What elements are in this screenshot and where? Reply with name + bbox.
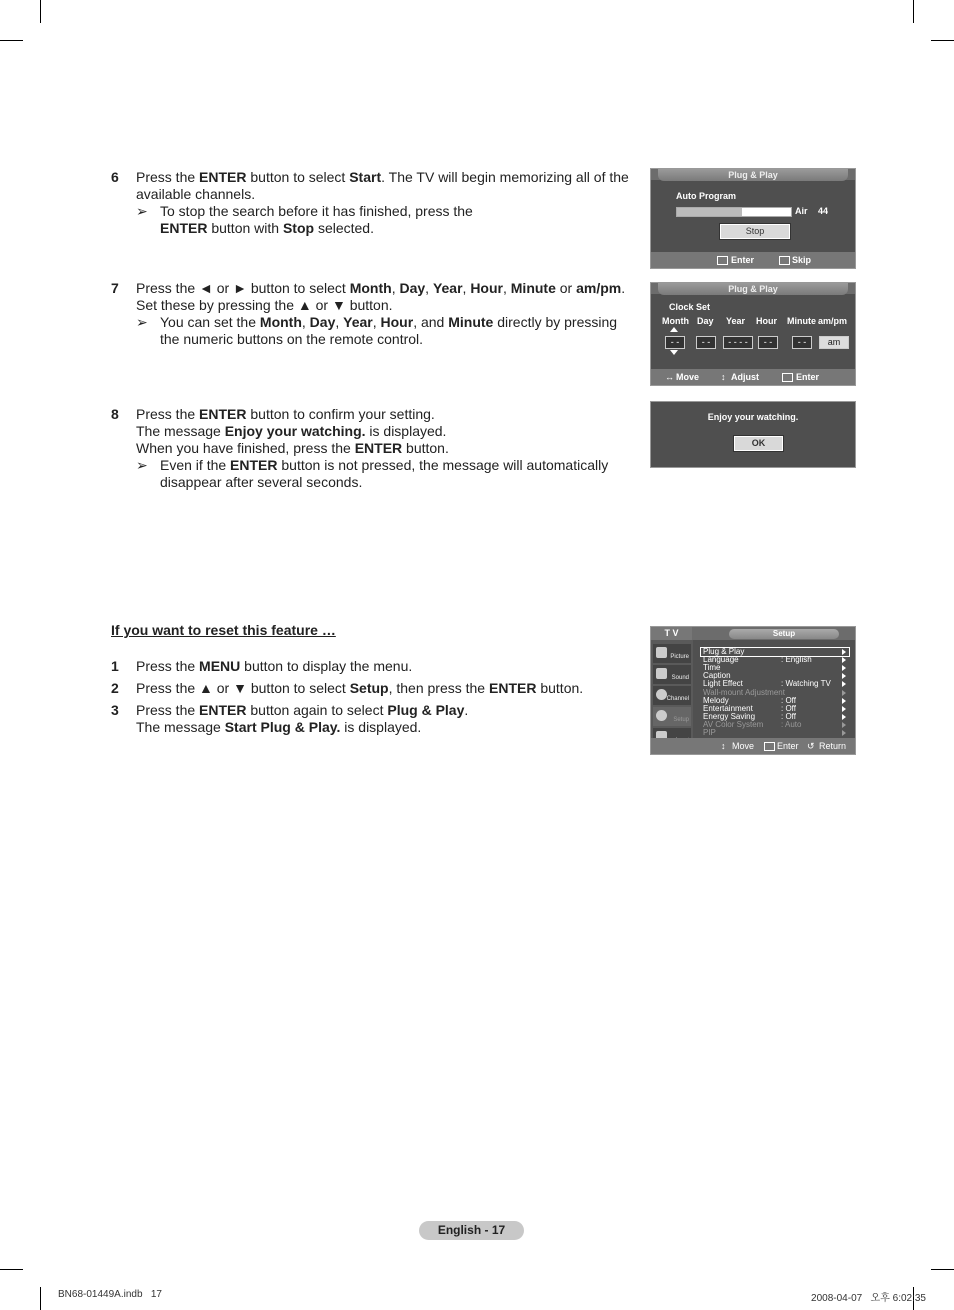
- step-text: Set these by pressing the ▲ or ▼ button.: [136, 297, 393, 313]
- ampm-field[interactable]: am: [819, 336, 849, 349]
- down-arrow-icon[interactable]: [670, 350, 678, 355]
- menu-item-value: : Watching TV: [781, 679, 831, 689]
- menu-item[interactable]: Entertainment: [703, 703, 753, 713]
- sidebar-item-channel[interactable]: Channel: [653, 686, 691, 705]
- step-text: Press the ENTER button to confirm your setting.: [136, 406, 435, 422]
- col-month: Month: [662, 316, 689, 326]
- sound-icon: [656, 668, 667, 679]
- chevron-right-icon: [842, 698, 846, 704]
- step-text: When you have finished, press the ENTER button.: [136, 440, 449, 456]
- menu-title: Setup: [729, 629, 839, 639]
- left-right-arrow-icon: ↔: [665, 372, 674, 382]
- osd-help-bar: [651, 369, 855, 385]
- skip-label: Skip: [792, 255, 812, 265]
- tv-tab: T V: [651, 627, 692, 640]
- menu-item[interactable]: Melody: [703, 695, 729, 705]
- adjust-label: Adjust: [731, 372, 759, 382]
- reset-step-3: [111, 702, 631, 736]
- step-number: 2: [111, 680, 119, 696]
- stop-button[interactable]: Stop: [720, 224, 790, 239]
- chevron-right-icon: [842, 722, 846, 728]
- sidebar-item-setup[interactable]: Setup: [653, 707, 691, 726]
- step-6: [111, 169, 631, 237]
- col-ampm: am/pm: [818, 316, 848, 326]
- osd-auto-program: [650, 168, 856, 269]
- move-label: Move: [732, 741, 755, 751]
- file-info: BN68-01449A.indb 17: [58, 1289, 162, 1300]
- osd-enjoy-watching: [650, 401, 856, 468]
- menu-item-value: : Auto: [781, 719, 802, 729]
- progress-fill: [677, 208, 742, 216]
- menu-item[interactable]: PIP: [703, 728, 716, 737]
- note: ➢ Even if the ENTER button is not pressed, the message will automatically disappear after several seconds.: [136, 457, 609, 490]
- enter-icon: [717, 256, 728, 265]
- chevron-right-icon: [842, 673, 846, 679]
- note-arrow-icon: ➢: [136, 314, 148, 330]
- return-icon: ↺: [807, 741, 815, 751]
- osd-title: Plug & Play: [658, 169, 848, 181]
- reset-step-1: [111, 658, 631, 675]
- crop-mark: [931, 1269, 954, 1270]
- menu-item[interactable]: Time: [703, 663, 721, 673]
- chevron-right-icon: [842, 657, 846, 663]
- note: ➢ You can set the Month, Day, Year, Hour, and Minute directly by pressing the numeric buttons on the remote control.: [136, 314, 618, 347]
- auto-program-label: Auto Program: [676, 191, 737, 201]
- page-number-badge: English - 17: [419, 1221, 524, 1240]
- menu-item[interactable]: AV Color System: [703, 719, 764, 729]
- step-7: [111, 280, 631, 348]
- crop-mark: [40, 1287, 41, 1310]
- month-field[interactable]: - -: [665, 336, 685, 349]
- sidebar: [651, 640, 693, 738]
- menu-item[interactable]: Language: [703, 655, 739, 665]
- up-down-arrow-icon: ↕: [721, 372, 726, 382]
- menu-item-value: : Off: [781, 703, 796, 713]
- menu-item-value: : Off: [781, 711, 796, 721]
- menu-item[interactable]: Plug & Play: [703, 647, 745, 656]
- menu-item[interactable]: Wall-mount Adjustment: [703, 687, 785, 697]
- col-minute: Minute: [787, 316, 816, 326]
- return-label: Return: [819, 741, 847, 751]
- col-day: Day: [697, 316, 714, 326]
- chevron-right-icon: [842, 706, 846, 712]
- chevron-right-icon: [842, 649, 846, 655]
- note-arrow-icon: ➢: [136, 203, 148, 219]
- osd-help-bar: [651, 252, 855, 268]
- ok-button[interactable]: OK: [734, 436, 783, 451]
- enter-label: Enter: [731, 255, 755, 265]
- menu-item[interactable]: Light Effect: [703, 679, 743, 689]
- step-text: The message Enjoy your watching. is displayed.: [136, 423, 447, 439]
- menu-item-value: : English: [781, 655, 812, 665]
- enter-icon: [782, 373, 793, 382]
- step-text: Press the ◄ or ► button to select Month, Day, Year, Hour, Minute or am/pm.: [136, 280, 626, 296]
- osd-clock-set: [650, 282, 856, 386]
- skip-icon: [779, 256, 790, 265]
- chevron-right-icon: [842, 714, 846, 720]
- note: ➢ To stop the search before it has finished, press the ENTER button with Stop selected.: [136, 203, 473, 236]
- sidebar-item-picture[interactable]: Picture: [653, 644, 691, 663]
- crop-mark: [931, 40, 954, 41]
- gear-icon: [656, 710, 667, 721]
- menu-item[interactable]: Caption: [703, 671, 731, 681]
- day-field[interactable]: - -: [696, 336, 716, 349]
- crop-mark: [913, 0, 914, 23]
- step-number: 8: [111, 406, 119, 422]
- reset-step-2: [111, 680, 631, 697]
- step-text: Press the ▲ or ▼ button to select Setup, then press the ENTER button.: [136, 680, 584, 696]
- chevron-right-icon: [842, 665, 846, 671]
- move-label: Move: [676, 372, 700, 382]
- enter-label: Enter: [777, 741, 799, 751]
- clock-set-label: Clock Set: [669, 302, 711, 312]
- enjoy-message: Enjoy your watching.: [707, 412, 799, 422]
- step-number: 3: [111, 702, 119, 718]
- step-text: Press the ENTER button again to select Plug & Play. The message Start Plug & Play. is displayed.: [136, 702, 469, 735]
- enter-icon: [764, 742, 775, 751]
- osd-title: Plug & Play: [658, 283, 848, 295]
- crop-mark: [0, 1269, 23, 1270]
- minute-field[interactable]: - -: [792, 336, 812, 349]
- progress-bar: [676, 207, 792, 217]
- osd-help-bar: [651, 738, 855, 754]
- step-number: 7: [111, 280, 119, 296]
- step-8: [111, 406, 631, 491]
- step-text: Press the MENU button to display the menu.: [136, 658, 413, 674]
- note-arrow-icon: ➢: [136, 457, 148, 473]
- reset-heading: If you want to reset this feature …: [111, 622, 336, 638]
- air-label: Air: [795, 206, 808, 216]
- step-number: 1: [111, 658, 119, 674]
- step-number: 6: [111, 169, 119, 185]
- print-date: 2008-04-07 오후 6:02:35: [811, 1293, 926, 1304]
- chevron-right-icon: [842, 730, 846, 736]
- channel-number: 44: [818, 206, 829, 216]
- year-field[interactable]: - - - -: [723, 336, 753, 349]
- chevron-right-icon: [842, 681, 846, 687]
- picture-icon: [656, 647, 667, 658]
- crop-mark: [0, 40, 23, 41]
- menu-item[interactable]: Energy Saving: [703, 711, 756, 721]
- col-hour: Hour: [756, 316, 777, 326]
- osd-setup-menu: [650, 626, 856, 755]
- hour-field[interactable]: - -: [758, 336, 778, 349]
- crop-mark: [40, 0, 41, 23]
- up-arrow-icon[interactable]: [670, 327, 678, 332]
- channel-icon: [656, 689, 667, 700]
- sidebar-item-sound[interactable]: Sound: [653, 665, 691, 684]
- enter-label: Enter: [796, 372, 820, 382]
- menu-item-value: : Off: [781, 695, 796, 705]
- step-text: Press the ENTER button to select Start. The TV will begin memorizing all of the available channels.: [136, 169, 629, 202]
- chevron-right-icon: [842, 690, 846, 696]
- up-down-arrow-icon: ↕: [721, 741, 726, 751]
- col-year: Year: [726, 316, 746, 326]
